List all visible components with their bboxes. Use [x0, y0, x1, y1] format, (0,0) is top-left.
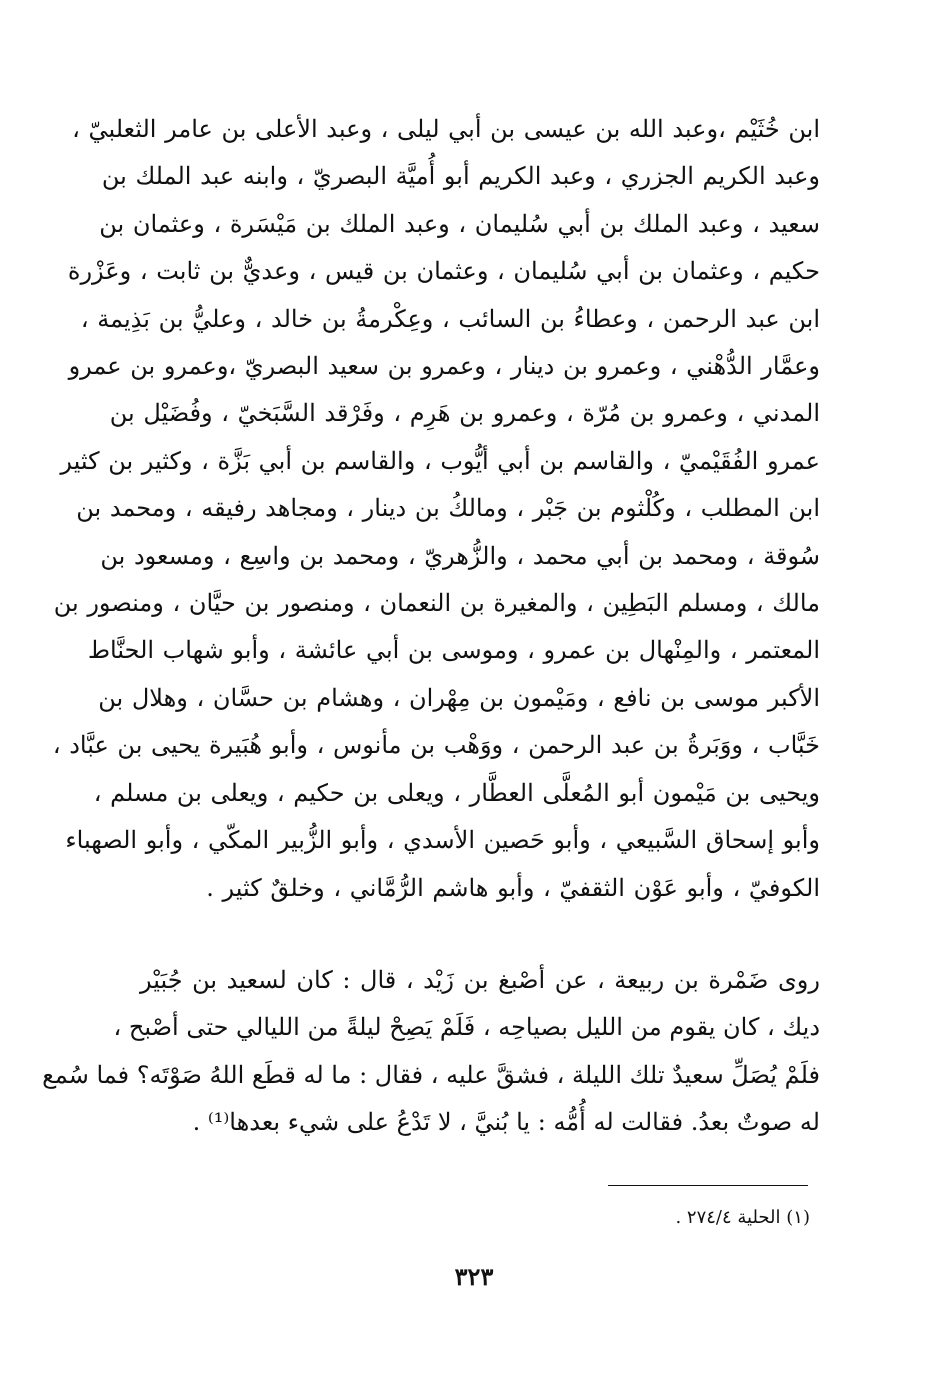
- main-paragraph: [52, 106, 820, 912]
- text-line: وعمَّار الدُّهْني ، وعمرو بن دينار ، وعمرو بن سعيد البصريّ ،وعمرو بن عمرو: [68, 352, 820, 381]
- text-line: حكيم ، وعثمان بن أبي سُليمان ، وعثمان بن قيس ، وعديٌّ بن ثابت ، وعَزْرة: [67, 257, 820, 286]
- text-line: المدني ، وعمرو بن مُرّة ، وعمرو بن هَرِم ، وفَرْقد السَّبَخيّ ، وفُضَيْل بن: [109, 399, 820, 428]
- text-line: له صوتٌ بعدُ. فقالت له أُمُّه : يا بُنيَّ ، لا تَدْعُ على شيء بعدها⁽¹⁾ .: [192, 1108, 820, 1137]
- text-line: ابن خُثَيْم ،وعبد الله بن عيسى بن أبي ليلى ، وعبد الأعلى بن عامر الثعلبيّ ،: [72, 115, 820, 143]
- text-line: سُوقة ، ومحمد بن أبي محمد ، والزُّهريّ ، ومحمد بن واسِع ، ومسعود بن: [100, 541, 820, 570]
- text-line: المعتمر ، والمِنْهال بن عمرو ، وموسى بن أبي عائشة ، وأبو شهاب الحنَّاط: [87, 636, 820, 665]
- text-line: سعيد ، وعبد الملك بن أبي سُليمان ، وعبد الملك بن مَيْسَرة ، وعثمان بن: [99, 209, 820, 238]
- text-line: عمرو الفُقَيْميّ ، والقاسم بن أبي أيُّوب ، والقاسم بن أبي بَزَّة ، وكثير بن كثير: [60, 446, 820, 475]
- text-line: خَبَّاب ، ووَبَرةُ بن عبد الرحمن ، ووَهْب بن مأنوس ، وأبو هُبَيرة يحيى بن عبَّاد ،: [52, 731, 820, 760]
- text-line: فلَمْ يُصَلِّ سعيدٌ تلك الليلة ، فشقَّ عليه ، فقال : ما له قطَع اللهُ صَوْتَه؟ فما سُمع: [42, 1060, 820, 1089]
- text-line: الكوفيّ ، وأبو عَوْن الثقفيّ ، وأبو هاشم الرُّمَّاني ، وخلقٌ كثير .: [206, 873, 820, 902]
- footnote-separator: [608, 1185, 808, 1186]
- text-line: مالك ، ومسلم البَطِين ، والمغيرة بن النعمان ، ومنصور بن حيَّان ، ومنصور بن: [53, 589, 820, 618]
- text-line: وأبو إسحاق السَّبيعي ، وأبو حَصين الأسدي ، وأبو الزُّبير المكّي ، وأبو الصهباء: [65, 826, 820, 855]
- text-line: ويحيى بن مَيْمون أبو المُعلَّى العطَّار ، ويعلى بن حكيم ، ويعلى بن مسلم ،: [93, 778, 820, 807]
- text-line: الأكبر موسى بن نافع ، ومَيْمون بن مِهْران ، وهشام بن حسَّان ، وهلال بن: [98, 683, 820, 712]
- text-line: ابن المطلب ، وكُلْثوم بن جَبْر ، ومالكُ بن دينار ، ومجاهد رفيقه ، ومحمد بن: [76, 494, 820, 523]
- footnote: (١) الحلية ٢٧٤/٤ .: [675, 1207, 810, 1228]
- text-line: ابن عبد الرحمن ، وعطاءُ بن السائب ، وعِكْرمةُ بن خالد ، وعليُّ بن بَذِيمة ،: [80, 304, 820, 333]
- text-line: وعبد الكريم الجزري ، وعبد الكريم أبو أُميَّة البصريّ ، وابنه عبد الملك بن: [101, 162, 820, 191]
- text-line: ديك ، كان يقوم من الليل بصياحِه ، فَلَمْ يَصِحْ ليلةً من الليالي حتى أصْبح ،: [113, 1013, 820, 1042]
- page-number: ٣٢٣: [454, 1262, 494, 1291]
- narration-paragraph: [42, 957, 820, 1147]
- text-line: روى ضَمْرة بن ربيعة ، عن أصْبغ بن زَيْد ، قال : كان لسعيد بن جُبَيْر: [140, 966, 820, 994]
